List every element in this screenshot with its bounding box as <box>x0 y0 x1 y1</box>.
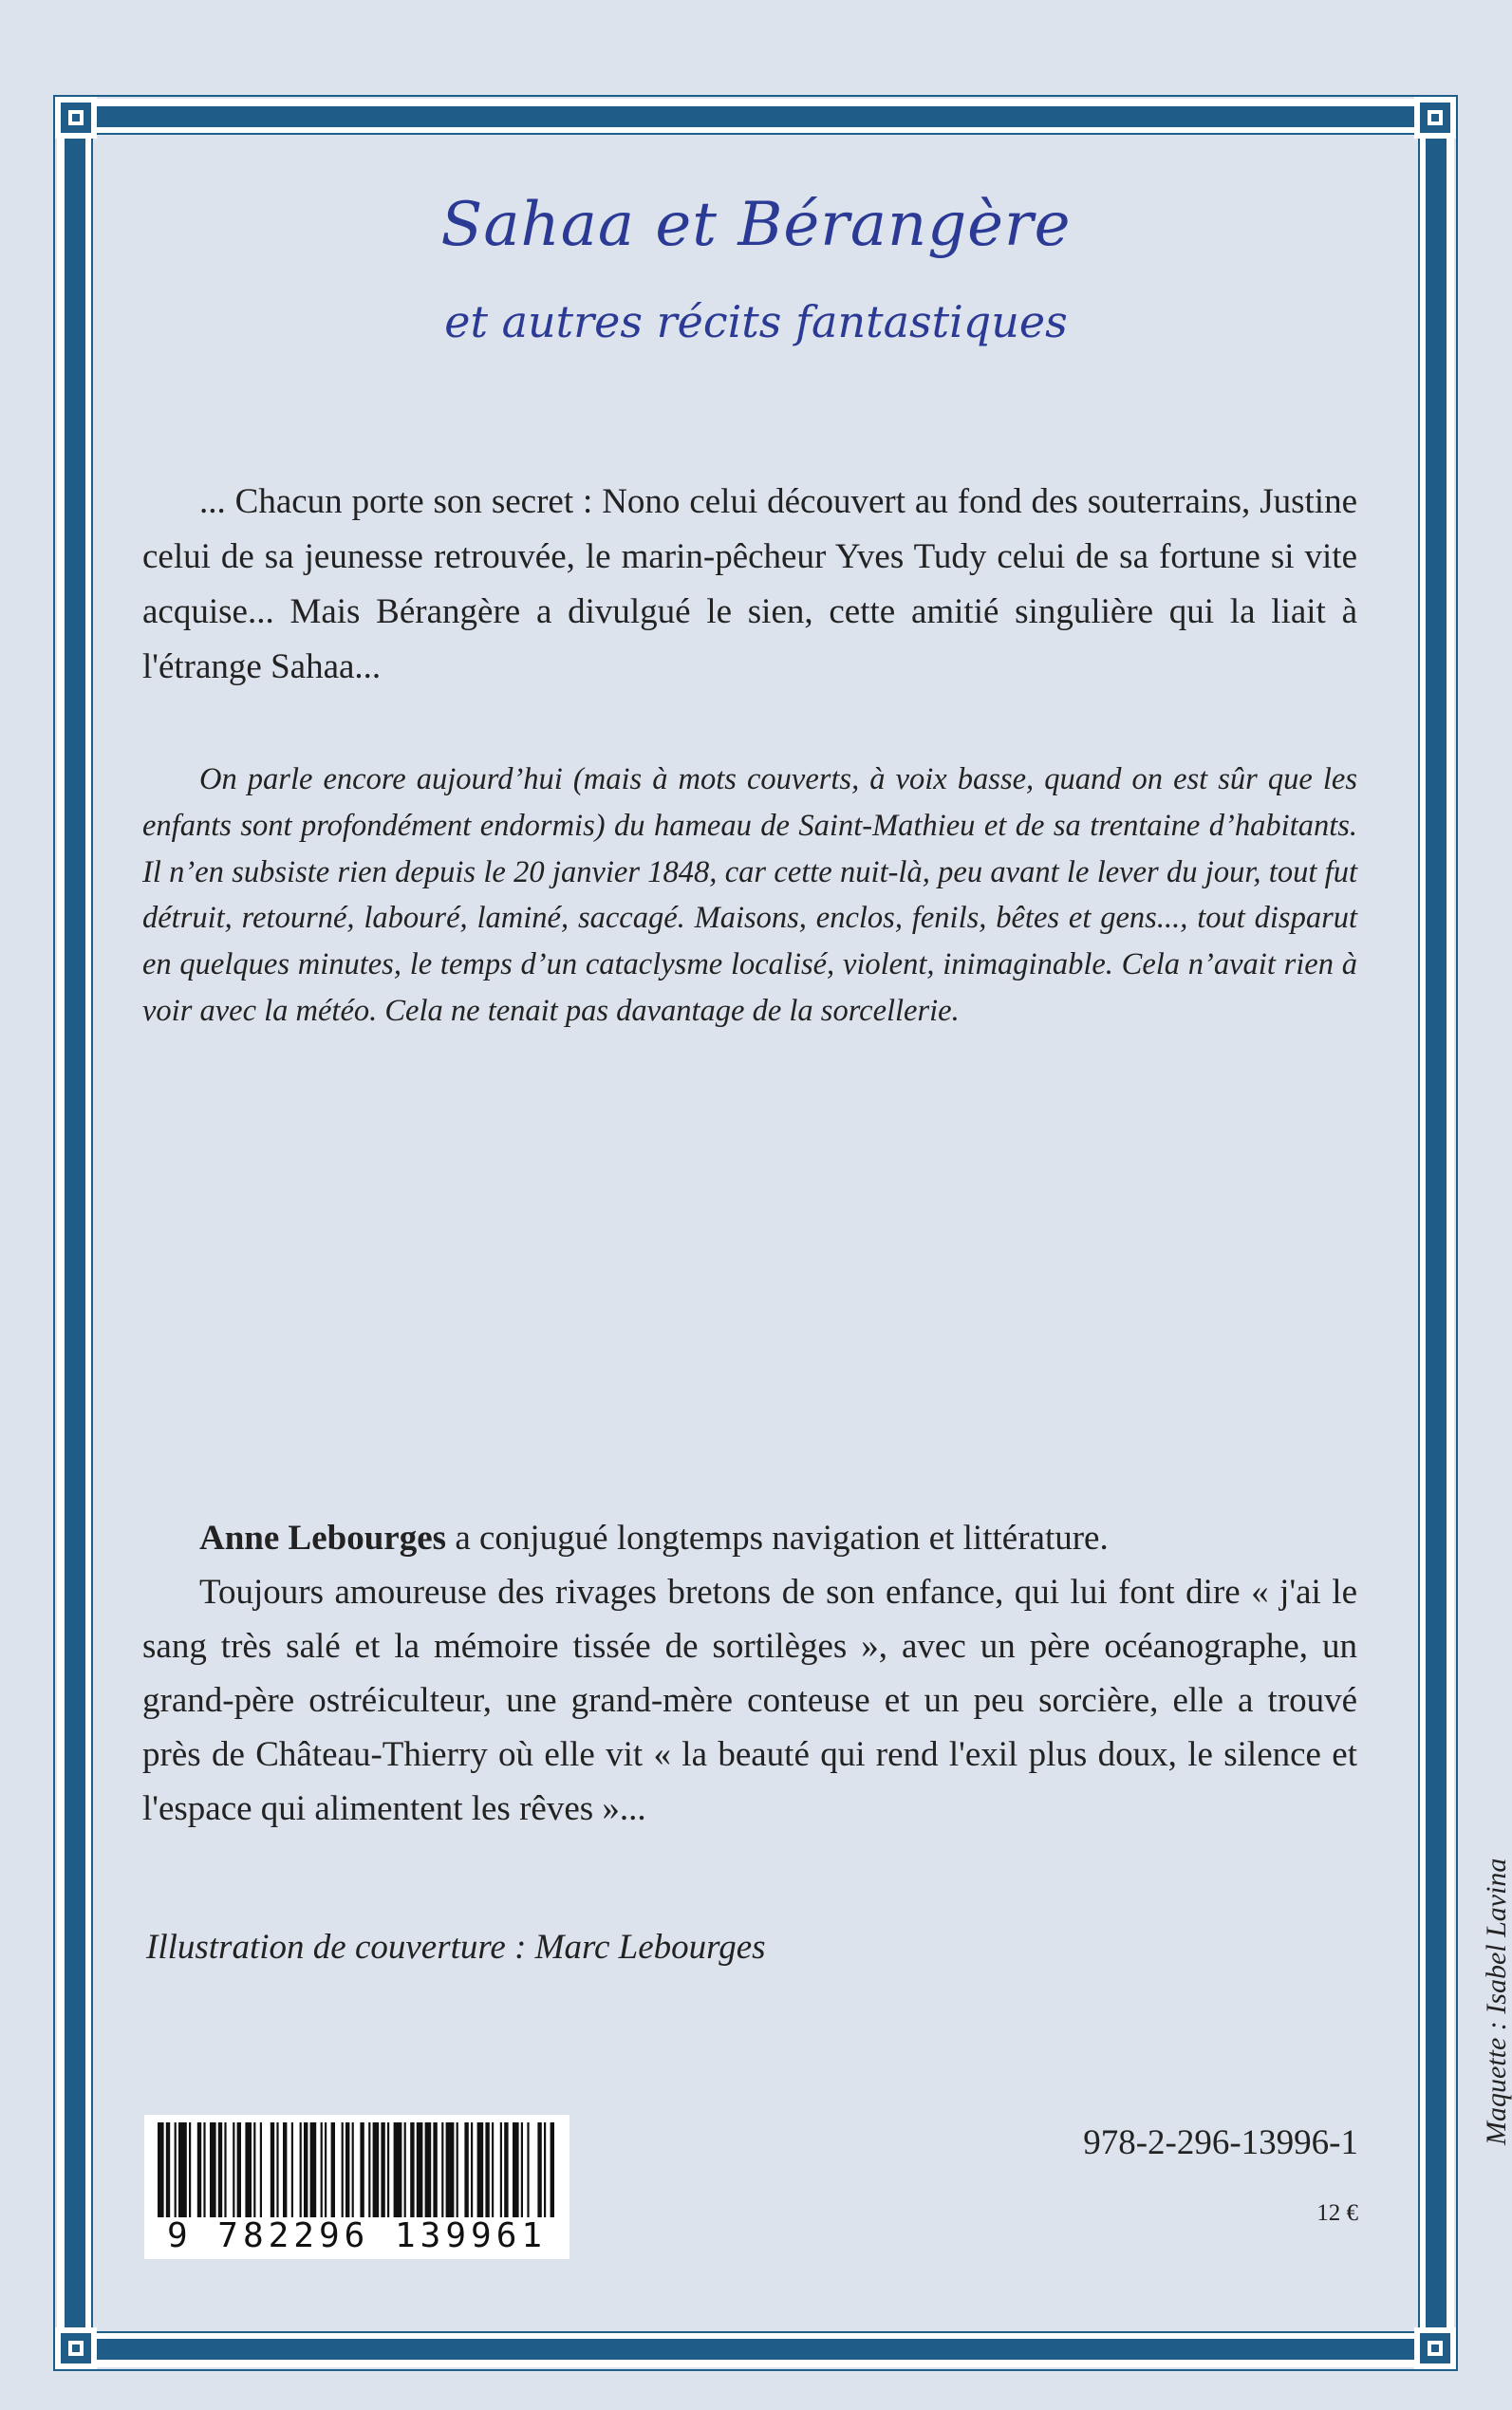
barcode-bar <box>300 2122 302 2217</box>
barcode-bar <box>321 2122 323 2217</box>
barcode-bar <box>210 2122 216 2217</box>
barcode-bar <box>394 2122 402 2217</box>
barcode-bar <box>360 2122 364 2217</box>
barcode-bar <box>233 2122 234 2217</box>
book-title: Sahaa et Bérangère <box>440 190 1072 260</box>
barcode-bar <box>271 2122 274 2217</box>
barcode-bar <box>446 2122 455 2217</box>
summary-paragraph: ... Chacun porte son secret : Nono celui découvert au fond des souterrains, Justine celui de sa jeunesse retrouvée, le marin-pêcheur Yves Tudy celui de sa fortune si vite acquise... Mais Bérangère a divulgué le sien, cette amitié singulière qui la liait à l'étrange Sahaa... <box>142 482 1357 686</box>
barcode-bar <box>197 2122 201 2217</box>
barcode-bar <box>537 2122 541 2217</box>
barcode-bar <box>345 2122 349 2217</box>
illustration-credit: Illustration de couverture : Marc Lebourges <box>146 1928 766 1967</box>
barcode <box>144 2115 569 2259</box>
barcode-bar <box>373 2122 380 2217</box>
barcode-bar <box>485 2122 489 2217</box>
barcode-bars <box>156 2122 558 2217</box>
barcode-bar <box>158 2122 164 2217</box>
barcode-bar <box>381 2122 384 2217</box>
barcode-bar <box>433 2122 437 2217</box>
author-bio-intro: a conjugué longtemps navigation et littérature. <box>446 1519 1109 1558</box>
frame-inner-line <box>91 133 1420 2333</box>
barcode-bar <box>387 2122 389 2217</box>
layout-credit: Maquette : Isabel Lavina <box>1481 1858 1512 2145</box>
author-bio-first-line <box>142 1511 1357 1565</box>
barcode-bar <box>276 2122 278 2217</box>
barcode-bar <box>551 2122 554 2217</box>
barcode-bar <box>410 2122 414 2217</box>
barcode-bar <box>325 2122 327 2217</box>
barcode-bar <box>245 2122 252 2217</box>
book-subtitle: et autres récits fantastiques <box>444 296 1068 347</box>
barcode-digits: 9 782296 139961 <box>166 2216 548 2255</box>
barcode-bar <box>425 2122 432 2217</box>
barcode-bar <box>513 2122 519 2217</box>
barcode-bar <box>253 2122 255 2217</box>
barcode-bar <box>203 2122 205 2217</box>
frame-corner-ornament <box>1414 97 1456 139</box>
barcode-bar <box>500 2122 502 2217</box>
barcode-bar <box>527 2122 529 2217</box>
barcode-bar <box>457 2122 458 2217</box>
isbn: 978-2-296-13996-1 <box>1083 2123 1358 2162</box>
barcode-bar <box>178 2122 187 2217</box>
author-bio-text: Toujours amoureuse des rivages bretons de son enfance, qui lui font dire « j'ai le sang très salé et la mémoire tissée de sortilèges », avec un père océanographe, un grand-père ostréiculteur, une grand-mère conteuse et un peu sorcière, elle a trouvé près de Château-Thierry où elle vit « la beauté qui rend l'exil plus doux, le silence et l'espace qui alimentent les rêves »... <box>142 1573 1357 1828</box>
barcode-bar <box>352 2122 354 2217</box>
barcode-bar <box>283 2122 287 2217</box>
barcode-bar <box>304 2122 308 2217</box>
barcode-bar <box>260 2122 262 2217</box>
author-bio <box>142 1511 1357 1836</box>
barcode-bar <box>189 2122 191 2217</box>
barcode-bar <box>237 2122 241 2217</box>
author-name: Anne Lebourges <box>199 1519 447 1558</box>
barcode-bar <box>504 2122 508 2217</box>
barcode-bar <box>492 2122 494 2217</box>
barcode-bar <box>175 2122 177 2217</box>
barcode-bar <box>441 2122 443 2217</box>
barcode-bar <box>471 2122 473 2217</box>
barcode-bar <box>310 2122 317 2217</box>
price: 12 € <box>1316 2200 1358 2226</box>
frame-corner-ornament <box>1414 2327 1456 2369</box>
barcode-bar <box>218 2122 222 2217</box>
barcode-bar <box>477 2122 484 2217</box>
barcode-bar <box>224 2122 226 2217</box>
barcode-bar <box>464 2122 468 2217</box>
barcode-bar <box>417 2122 423 2217</box>
frame-corner-ornament <box>55 2327 97 2369</box>
barcode-bar <box>331 2122 335 2217</box>
barcode-bar <box>368 2122 370 2217</box>
frame-corner-ornament <box>55 97 97 139</box>
excerpt-paragraph: On parle encore aujourd’hui (mais à mots couverts, à voix basse, quand on est sûr que les enfants sont profondément endormis) du hameau de Saint-Mathieu et de sa trentaine d’habitants. Il n’en subsiste rien depuis le 20 janvier 1848, car cette nuit-là, peu avant le lever du jour, tout fut détruit, retourné, labouré, laminé, saccagé. Maisons, enclos, fenils, bêtes et gens..., tout disparut en quelques minutes, le temps d’un cataclysme localisé, violent, inimaginable. Cela n’avait rien à voir avec la météo. Cela ne tenait pas davantage de la sorcellerie. <box>142 762 1357 1028</box>
barcode-bar <box>521 2122 523 2217</box>
barcode-bar <box>166 2122 170 2217</box>
barcode-bar <box>404 2122 406 2217</box>
barcode-bar <box>544 2122 546 2217</box>
barcode-bar <box>291 2122 293 2217</box>
barcode-bar <box>342 2122 344 2217</box>
